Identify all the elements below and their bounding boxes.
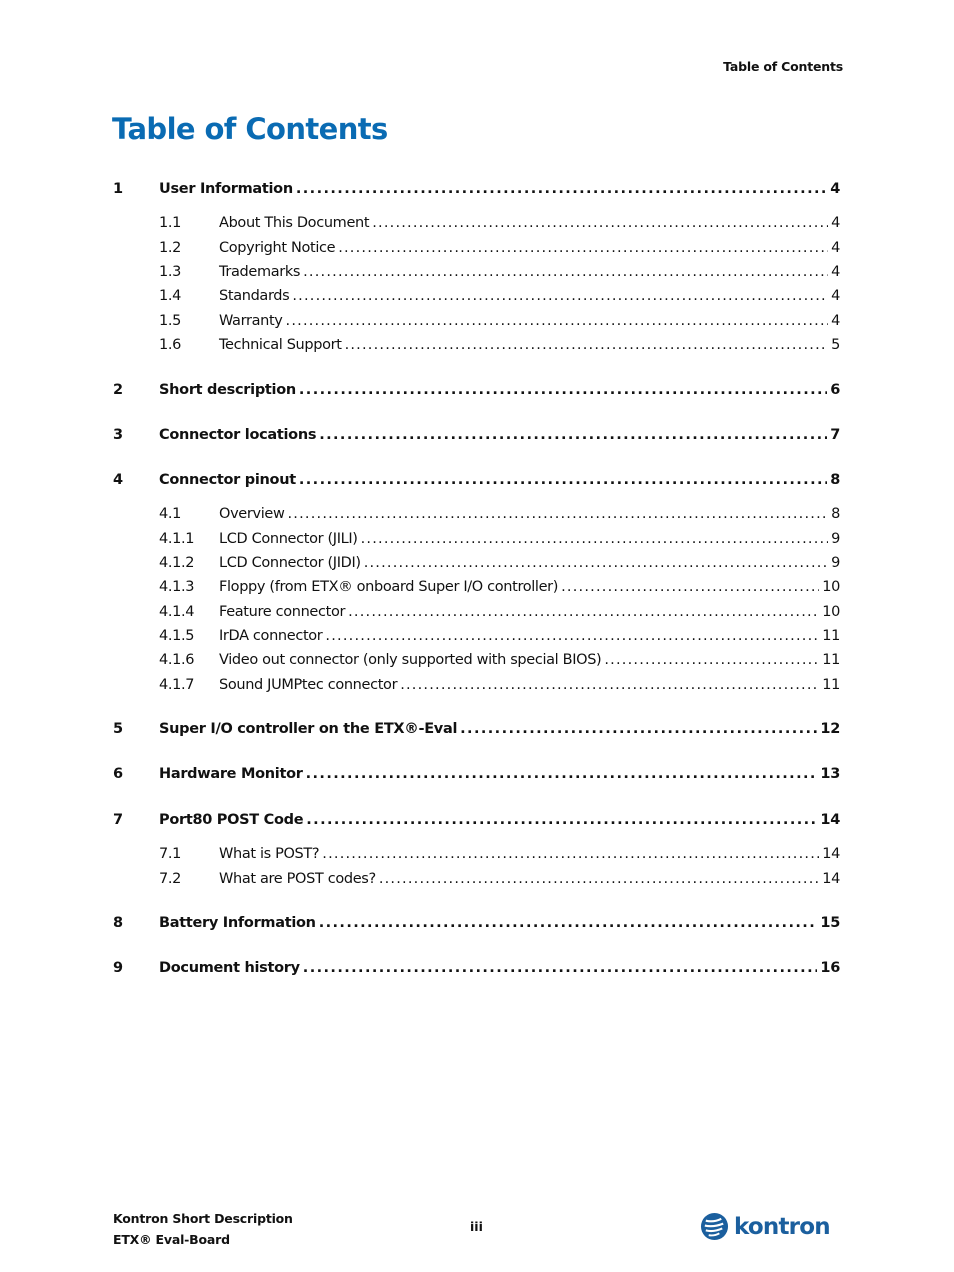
toc-entry-number: 4.1.2 [159,555,195,571]
toc-entry-page: 11 [822,677,840,693]
toc-entry[interactable] [113,677,840,701]
toc-entry-page: 12 [820,721,840,737]
toc-entry-page: 4 [831,240,840,256]
toc-entry[interactable] [113,240,840,264]
toc-entry-page: 16 [820,960,840,976]
kontron-logo-icon [700,1212,729,1241]
toc-entry-title: What are POST codes? [219,871,376,887]
footer-document-info [113,1208,293,1250]
toc-dot-leader [345,337,829,353]
toc-entry-page: 14 [822,846,840,862]
toc-entry-number: 9 [113,960,123,976]
toc-dot-leader [319,915,818,931]
toc-entry-number: 4.1.6 [159,652,195,668]
kontron-logo-text: kontron [734,1213,830,1240]
toc-dot-leader [372,215,828,231]
toc-entry-title: User Information [159,181,293,197]
toc-dot-leader [322,846,819,862]
toc-dot-leader [400,677,819,693]
toc-dot-leader [306,766,818,782]
toc-entry-number: 4.1.1 [159,531,195,547]
running-header: Table of Contents [723,59,843,74]
toc-entry-number: 7 [113,812,123,828]
toc-entry-title: LCD Connector (JILI) [219,531,358,547]
toc-entry[interactable] [113,288,840,312]
toc-entry[interactable] [113,506,840,530]
toc-entry-title: What is POST? [219,846,320,862]
toc-entry-title: Battery Information [159,915,316,931]
toc-dot-leader [348,604,819,620]
page-title: Table of Contents [112,112,388,146]
toc-dot-leader [299,472,827,488]
toc-entry-title: Connector pinout [159,472,296,488]
toc-entry-number: 4.1.7 [159,677,195,693]
toc-entry-number: 1.5 [159,313,182,329]
toc-entry-page: 8 [831,506,840,522]
toc-dot-leader [338,240,828,256]
toc-entry-page: 10 [822,604,840,620]
toc-entry[interactable] [113,555,840,579]
toc-entry-page: 4 [831,288,840,304]
toc-entry[interactable] [113,812,840,836]
toc-entry-page: 6 [830,382,840,398]
toc-entry-title: Connector locations [159,427,317,443]
toc-entry-number: 1.3 [159,264,182,280]
toc-entry[interactable] [113,531,840,555]
toc-entry-title: Technical Support [219,337,342,353]
toc-entry[interactable] [113,215,840,239]
toc-entry[interactable] [113,766,840,790]
toc-entry[interactable] [113,604,840,628]
kontron-logo [700,1212,830,1241]
toc-entry-title: Document history [159,960,300,976]
toc-dot-leader [379,871,819,887]
toc-entry-title: Hardware Monitor [159,766,303,782]
toc-entry[interactable] [113,337,840,361]
toc-dot-leader [604,652,819,668]
toc-entry-title: Floppy (from ETX® onboard Super I/O controller) [219,579,559,595]
toc-entry-page: 7 [830,427,840,443]
toc-entry-number: 1.2 [159,240,182,256]
toc-entry-title: Copyright Notice [219,240,336,256]
toc-dot-leader [361,531,829,547]
toc-entry-page: 11 [822,628,840,644]
footer-page-number: iii [470,1219,483,1234]
toc-dot-leader [306,812,817,828]
footer-doc-title: Kontron Short Description [113,1211,293,1226]
toc-entry[interactable] [113,264,840,288]
toc-entry-number: 1.6 [159,337,182,353]
toc-entry-number: 4.1.4 [159,604,195,620]
toc-entry[interactable] [113,472,840,496]
toc-entry-page: 11 [822,652,840,668]
toc-entry[interactable] [113,427,840,451]
toc-entry-page: 4 [831,264,840,280]
toc-entry-title: Overview [219,506,285,522]
toc-entry[interactable] [113,652,840,676]
toc-entry-number: 8 [113,915,123,931]
toc-entry-page: 13 [820,766,840,782]
toc-dot-leader [299,382,827,398]
toc-entry-number: 7.1 [159,846,182,862]
toc-entry[interactable] [113,960,840,984]
toc-dot-leader [287,506,828,522]
toc-entry-number: 4 [113,472,123,488]
toc-entry-number: 7.2 [159,871,182,887]
toc-dot-leader [460,721,817,737]
toc-entry-title: About This Document [219,215,370,231]
toc-entry[interactable] [113,721,840,745]
toc-entry-title: Super I/O controller on the ETX®-Eval [159,721,458,737]
toc-entry-title: Port80 POST Code [159,812,304,828]
toc-dot-leader [286,313,829,329]
toc-entry-page: 9 [831,555,840,571]
toc-entry-title: Video out connector (only supported with special BIOS) [219,652,602,668]
toc-entry-number: 1.1 [159,215,182,231]
toc-entry-title: Short description [159,382,296,398]
toc-entry[interactable] [113,628,840,652]
toc-entry[interactable] [113,871,840,895]
toc-entry-page: 4 [831,215,840,231]
toc-entry-title: Trademarks [219,264,301,280]
toc-entry-number: 1.4 [159,288,182,304]
toc-entry-number: 2 [113,382,123,398]
toc-dot-leader [292,288,828,304]
toc-entry-page: 15 [820,915,840,931]
toc-entry-page: 14 [820,812,840,828]
toc-entry-page: 9 [831,531,840,547]
toc-entry-page: 8 [830,472,840,488]
toc-entry[interactable] [113,915,840,939]
toc-entry-page: 14 [822,871,840,887]
toc-entry[interactable] [113,313,840,337]
toc-entry-title: Warranty [219,313,283,329]
toc-entry[interactable] [113,382,840,406]
toc-entry-number: 6 [113,766,123,782]
toc-entry-number: 4.1.3 [159,579,195,595]
toc-entry[interactable] [113,181,840,205]
toc-entry-page: 4 [831,313,840,329]
toc-entry-page: 10 [822,579,840,595]
toc-entry-number: 1 [113,181,123,197]
toc-entry-title: Standards [219,288,290,304]
toc-entry-title: Feature connector [219,604,346,620]
toc-entry-title: Sound JUMPtec connector [219,677,398,693]
toc-dot-leader [303,264,828,280]
toc-entry[interactable] [113,846,840,870]
toc-entry-number: 4.1.5 [159,628,195,644]
toc-entry-number: 3 [113,427,123,443]
toc-entry[interactable] [113,579,840,603]
toc-dot-leader [561,579,819,595]
toc-entry-page: 5 [831,337,840,353]
toc-dot-leader [325,628,819,644]
toc-entry-title: IrDA connector [219,628,323,644]
toc-entry-title: LCD Connector (JIDI) [219,555,361,571]
toc-dot-leader [319,427,827,443]
toc-dot-leader [296,181,827,197]
toc-dot-leader [364,555,828,571]
toc-entry-number: 5 [113,721,123,737]
toc-entry-number: 4.1 [159,506,182,522]
toc-dot-leader [303,960,818,976]
toc-entry-page: 4 [830,181,840,197]
footer-doc-subtitle: ETX® Eval-Board [113,1232,230,1247]
